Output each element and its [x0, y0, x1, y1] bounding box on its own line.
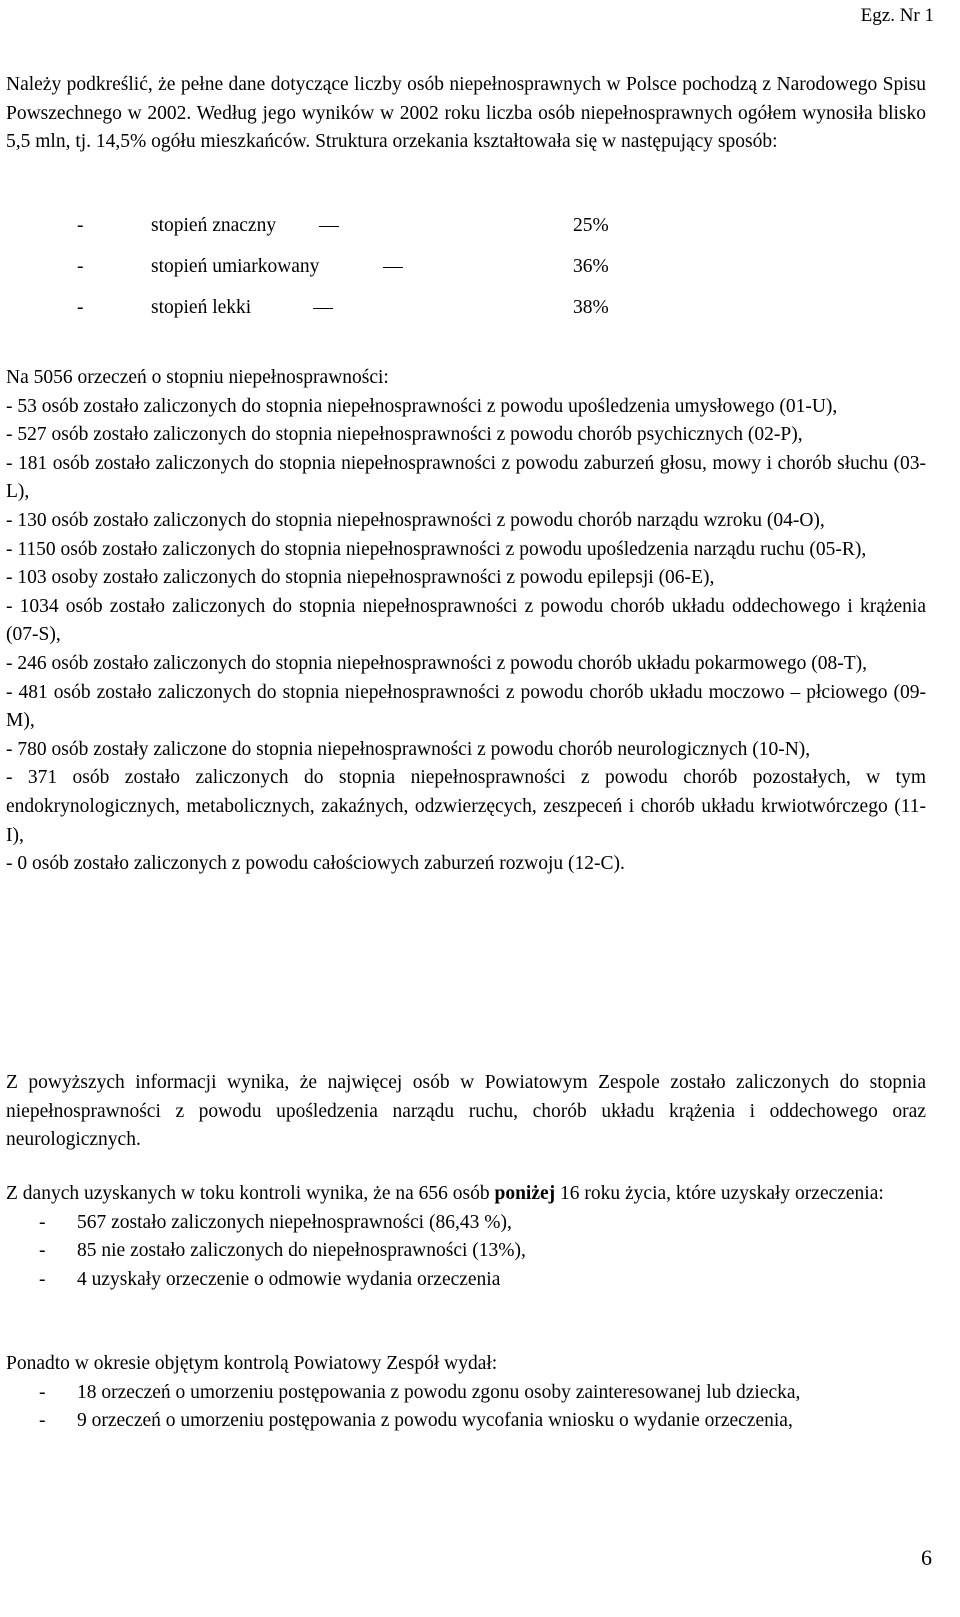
list-item-text: 18 orzeczeń o umorzeniu postępowania z powodu zgonu osoby zainteresowanej lub dziecka, — [77, 1381, 801, 1403]
decision-item: - 1150 osób zostało zaliczonych do stopnia niepełnosprawności z powodu upośledzenia narządu ruchu (05-R), — [6, 538, 867, 560]
decision-item: - 53 osób zostało zaliczonych do stopnia niepełnosprawności z powodu upośledzenia umysłowego (01-U), — [6, 395, 838, 417]
additional-decisions-intro: Ponadto w okresie objętym kontrolą Powiatowy Zespół wydał: — [6, 1353, 498, 1374]
degree-label: stopień umiarkowany — [151, 256, 320, 277]
degree-dash: - — [77, 256, 84, 277]
degree-item-moderate — [77, 253, 677, 281]
intro-paragraph: Należy podkreślić, że pełne dane dotyczące liczby osób niepełnosprawnych w Polsce pochodzą z Narodowego Spisu Powszechnego w 2002. Według jego wyników w 2002 roku liczba osób niepełnosprawnych ogółem wynosiła blisko 5,5 mln, tj. 14,5% ogółu mieszkańców. Struktura orzekania kształtowała się w następujący sposób: — [6, 74, 926, 153]
degree-item-mild — [77, 294, 677, 322]
degree-label: stopień lekki — [151, 297, 252, 318]
decision-item: - 246 osób zostało zaliczonych do stopnia niepełnosprawności z powodu chorób układu pokarmowego (08-T), — [6, 652, 868, 674]
degree-percent: 36% — [573, 256, 609, 277]
decision-item: - 371 osób zostało zaliczonych do stopnia niepełnosprawności z powodu chorób pozostałych, w tym endokrynologicznych, metabolicznych, zakaźnych, odzwierzęcych, zeszpeceń i chorób układu krwiotwórczego (11-I), — [6, 767, 926, 846]
decision-item: - 481 osób zostało zaliczonych do stopnia niepełnosprawności z powodu chorób układu moczowo – płciowego (09-M), — [6, 681, 926, 732]
degree-connector-line — [383, 267, 403, 268]
list-bullet: - — [39, 1268, 46, 1290]
degree-percent: 25% — [573, 215, 609, 236]
conclusion-paragraph: Z powyższych informacji wynika, że najwięcej osób w Powiatowym Zespole zostało zaliczonych do stopnia niepełnosprawności z powodu upośledzenia narządu ruchu, chorób układu krążenia i oddechowego oraz neurologicznych. — [6, 1072, 926, 1151]
under-16-emphasis: poniżej — [494, 1183, 556, 1204]
degree-dash: - — [77, 215, 84, 236]
list-bullet: - — [39, 1381, 46, 1403]
list-bullet: - — [39, 1240, 46, 1262]
copy-number: Egz. Nr 1 — [860, 5, 934, 26]
list-item-text: 85 nie zostało zaliczonych do niepełnosprawności (13%), — [77, 1240, 526, 1262]
additional-decisions-section — [6, 1350, 926, 1436]
degree-label: stopień znaczny — [151, 215, 277, 236]
degree-dash: - — [77, 297, 84, 318]
decision-item: - 527 osób zostało zaliczonych do stopnia niepełnosprawności z powodu chorób psychicznych (02-P), — [6, 424, 803, 446]
under-16-list — [6, 1209, 926, 1295]
degree-percent: 38% — [573, 297, 609, 318]
degree-connector-line — [319, 226, 339, 227]
degree-connector-line — [313, 308, 333, 309]
degree-item-severe — [77, 212, 677, 240]
decision-item: - 181 osób zostało zaliczonych do stopnia niepełnosprawności z powodu zaburzeń głosu, mowy i chorób słuchu (03-L), — [6, 452, 926, 503]
decisions-section — [6, 364, 926, 879]
additional-decisions-list — [6, 1379, 926, 1436]
decision-item: - 103 osoby zostało zaliczonych do stopnia niepełnosprawności z powodu epilepsji (06-E), — [6, 567, 715, 589]
list-item — [6, 1407, 926, 1436]
under-16-section — [6, 1180, 926, 1294]
under-16-intro-text-end: 16 roku życia, które uzyskały orzeczenia: — [555, 1183, 884, 1204]
list-item-text: 4 uzyskały orzeczenie o odmowie wydania orzeczenia — [77, 1268, 501, 1290]
under-16-intro-text: Z danych uzyskanych w toku kontroli wynika, że na 656 osób — [6, 1183, 495, 1204]
decision-item: - 1034 osób zostało zaliczonych do stopnia niepełnosprawności z powodu chorób układu oddechowego i krążenia (07-S), — [6, 595, 926, 646]
list-bullet: - — [39, 1211, 46, 1233]
page-number: 6 — [921, 1545, 932, 1570]
list-item-text: 9 orzeczeń o umorzeniu postępowania z powodu wycofania wniosku o wydanie orzeczenia, — [77, 1410, 793, 1432]
list-item — [6, 1237, 926, 1266]
decision-item: - 130 osób zostało zaliczonych do stopnia niepełnosprawności z powodu chorób narządu wzroku (04-O), — [6, 509, 825, 531]
degree-structure-list — [77, 212, 677, 335]
list-bullet: - — [39, 1410, 46, 1432]
list-item-text: 567 zostało zaliczonych niepełnosprawności (86,43 %), — [77, 1211, 512, 1233]
under-16-intro — [6, 1180, 926, 1209]
decision-item: - 780 osób zostały zaliczone do stopnia niepełnosprawności z powodu chorób neurologicznych (10-N), — [6, 738, 811, 760]
list-item — [6, 1209, 926, 1238]
decisions-intro: Na 5056 orzeczeń o stopniu niepełnosprawności: — [6, 367, 389, 388]
decision-item: - 0 osób zostało zaliczonych z powodu całościowych zaburzeń rozwoju (12-C). — [6, 853, 625, 875]
list-item — [6, 1266, 926, 1295]
list-item — [6, 1379, 926, 1408]
document-page — [6, 0, 934, 1617]
